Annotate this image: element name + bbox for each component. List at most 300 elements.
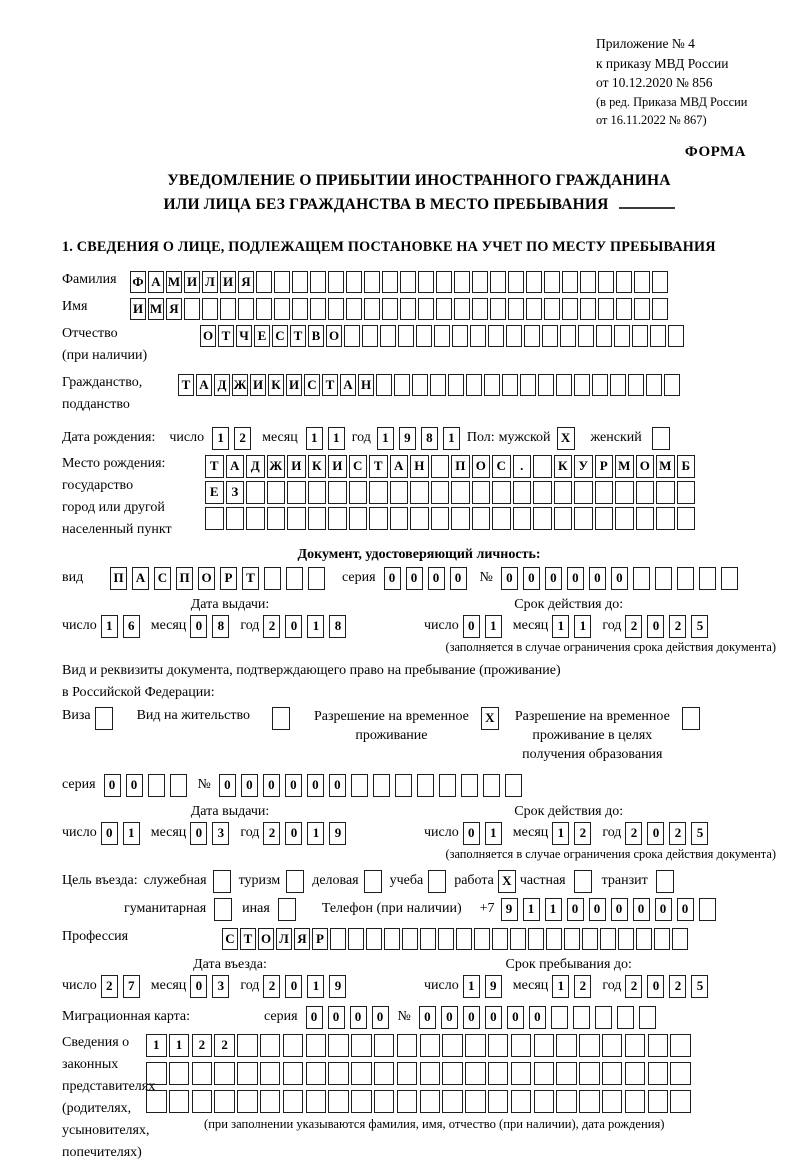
private-checkbox[interactable] xyxy=(574,870,592,893)
char-cell[interactable] xyxy=(416,325,432,347)
char-cell[interactable] xyxy=(578,325,594,347)
char-cell[interactable] xyxy=(466,374,482,396)
char-cell[interactable]: К xyxy=(308,455,327,478)
char-cell[interactable] xyxy=(349,507,368,530)
char-cell[interactable] xyxy=(465,1090,486,1113)
char-cell[interactable] xyxy=(420,1062,441,1085)
char-cell[interactable] xyxy=(351,1062,372,1085)
char-cell[interactable]: О xyxy=(472,455,491,478)
char-cell[interactable] xyxy=(580,298,596,320)
char-cell[interactable] xyxy=(148,774,165,797)
char-cell[interactable] xyxy=(490,271,506,293)
char-cell[interactable]: 1 xyxy=(443,427,460,450)
char-cell[interactable] xyxy=(646,374,662,396)
char-cell[interactable]: 1 xyxy=(552,615,569,638)
char-cell[interactable]: С xyxy=(304,374,320,396)
char-cell[interactable]: 0 xyxy=(406,567,423,590)
char-cell[interactable]: 0 xyxy=(328,1006,345,1029)
char-cell[interactable] xyxy=(632,325,648,347)
char-cell[interactable] xyxy=(528,928,544,950)
char-cell[interactable]: 1 xyxy=(463,975,480,998)
char-cell[interactable]: 1 xyxy=(212,427,229,450)
char-cell[interactable] xyxy=(202,298,218,320)
char-cell[interactable] xyxy=(573,1006,590,1029)
char-cell[interactable] xyxy=(677,567,694,590)
char-cell[interactable] xyxy=(600,928,616,950)
char-cell[interactable] xyxy=(328,1062,349,1085)
char-cell[interactable] xyxy=(556,1034,577,1057)
char-cell[interactable]: 0 xyxy=(263,774,280,797)
char-cell[interactable] xyxy=(431,455,450,478)
char-cell[interactable] xyxy=(564,928,580,950)
char-cell[interactable]: 2 xyxy=(234,427,251,450)
char-cell[interactable] xyxy=(364,298,380,320)
char-cell[interactable]: П xyxy=(110,567,127,590)
char-cell[interactable]: 0 xyxy=(190,615,207,638)
char-cell[interactable]: 0 xyxy=(419,1006,436,1029)
char-cell[interactable] xyxy=(534,1062,555,1085)
char-cell[interactable] xyxy=(472,271,488,293)
char-cell[interactable] xyxy=(625,1034,646,1057)
char-cell[interactable]: С xyxy=(154,567,171,590)
char-cell[interactable] xyxy=(472,298,488,320)
char-cell[interactable] xyxy=(246,481,265,504)
char-cell[interactable] xyxy=(397,1062,418,1085)
char-cell[interactable] xyxy=(533,455,552,478)
char-cell[interactable]: 2 xyxy=(263,975,280,998)
char-cell[interactable] xyxy=(308,567,325,590)
char-cell[interactable]: 1 xyxy=(307,822,324,845)
char-cell[interactable] xyxy=(636,928,652,950)
char-cell[interactable]: 3 xyxy=(212,975,229,998)
char-cell[interactable] xyxy=(472,507,491,530)
char-cell[interactable] xyxy=(465,1062,486,1085)
char-cell[interactable] xyxy=(384,928,400,950)
char-cell[interactable]: 1 xyxy=(146,1034,167,1057)
char-cell[interactable] xyxy=(513,507,532,530)
char-cell[interactable]: . xyxy=(513,455,532,478)
char-cell[interactable] xyxy=(556,374,572,396)
char-cell[interactable] xyxy=(526,271,542,293)
char-cell[interactable] xyxy=(562,298,578,320)
char-cell[interactable]: 2 xyxy=(263,822,280,845)
char-cell[interactable] xyxy=(513,481,532,504)
char-cell[interactable]: 2 xyxy=(214,1034,235,1057)
phone-digit-cell[interactable]: 0 xyxy=(567,898,584,921)
char-cell[interactable] xyxy=(328,271,344,293)
char-cell[interactable]: М xyxy=(166,271,182,293)
char-cell[interactable]: А xyxy=(196,374,212,396)
char-cell[interactable] xyxy=(592,374,608,396)
char-cell[interactable] xyxy=(398,325,414,347)
char-cell[interactable]: К xyxy=(554,455,573,478)
char-cell[interactable] xyxy=(502,374,518,396)
char-cell[interactable] xyxy=(420,928,436,950)
char-cell[interactable]: 0 xyxy=(647,615,664,638)
char-cell[interactable] xyxy=(490,298,506,320)
char-cell[interactable]: 0 xyxy=(589,567,606,590)
char-cell[interactable]: 2 xyxy=(574,822,591,845)
char-cell[interactable] xyxy=(438,928,454,950)
char-cell[interactable]: 0 xyxy=(190,822,207,845)
char-cell[interactable] xyxy=(452,325,468,347)
char-cell[interactable] xyxy=(615,507,634,530)
char-cell[interactable]: 0 xyxy=(126,774,143,797)
char-cell[interactable]: 0 xyxy=(463,1006,480,1029)
char-cell[interactable] xyxy=(526,298,542,320)
char-cell[interactable]: М xyxy=(148,298,164,320)
char-cell[interactable]: Т xyxy=(369,455,388,478)
temp-residence-edu-checkbox[interactable] xyxy=(682,707,700,730)
char-cell[interactable]: А xyxy=(340,374,356,396)
char-cell[interactable] xyxy=(430,374,446,396)
char-cell[interactable] xyxy=(417,774,434,797)
char-cell[interactable]: Т xyxy=(242,567,259,590)
char-cell[interactable] xyxy=(374,1090,395,1113)
char-cell[interactable] xyxy=(436,298,452,320)
char-cell[interactable]: И xyxy=(328,455,347,478)
char-cell[interactable] xyxy=(238,298,254,320)
char-cell[interactable]: И xyxy=(130,298,146,320)
char-cell[interactable] xyxy=(344,325,360,347)
char-cell[interactable] xyxy=(374,1062,395,1085)
phone-digit-cell[interactable]: 0 xyxy=(589,898,606,921)
char-cell[interactable] xyxy=(625,1062,646,1085)
char-cell[interactable] xyxy=(505,774,522,797)
char-cell[interactable] xyxy=(351,1090,372,1113)
phone-digit-cell[interactable]: 0 xyxy=(611,898,628,921)
char-cell[interactable] xyxy=(192,1062,213,1085)
business-checkbox[interactable] xyxy=(364,870,382,893)
char-cell[interactable]: 2 xyxy=(574,975,591,998)
char-cell[interactable]: Ч xyxy=(236,325,252,347)
char-cell[interactable] xyxy=(582,928,598,950)
char-cell[interactable] xyxy=(648,1034,669,1057)
transit-checkbox[interactable] xyxy=(656,870,674,893)
char-cell[interactable]: 2 xyxy=(669,822,686,845)
char-cell[interactable] xyxy=(442,1034,463,1057)
char-cell[interactable]: Т xyxy=(290,325,306,347)
char-cell[interactable] xyxy=(264,567,281,590)
char-cell[interactable]: Т xyxy=(322,374,338,396)
char-cell[interactable] xyxy=(554,507,573,530)
char-cell[interactable] xyxy=(274,298,290,320)
char-cell[interactable] xyxy=(226,507,245,530)
char-cell[interactable]: Р xyxy=(595,455,614,478)
char-cell[interactable]: С xyxy=(222,928,238,950)
char-cell[interactable]: 1 xyxy=(328,427,345,450)
char-cell[interactable]: 7 xyxy=(123,975,140,998)
char-cell[interactable] xyxy=(418,271,434,293)
char-cell[interactable] xyxy=(374,1034,395,1057)
char-cell[interactable] xyxy=(306,1034,327,1057)
char-cell[interactable]: Т xyxy=(218,325,234,347)
char-cell[interactable]: 1 xyxy=(101,615,118,638)
char-cell[interactable] xyxy=(544,271,560,293)
char-cell[interactable] xyxy=(506,325,522,347)
char-cell[interactable]: 0 xyxy=(567,567,584,590)
char-cell[interactable] xyxy=(346,298,362,320)
char-cell[interactable] xyxy=(431,481,450,504)
char-cell[interactable] xyxy=(461,774,478,797)
phone-digit-cell[interactable]: 1 xyxy=(545,898,562,921)
char-cell[interactable] xyxy=(192,1090,213,1113)
char-cell[interactable] xyxy=(488,325,504,347)
char-cell[interactable] xyxy=(246,507,265,530)
char-cell[interactable] xyxy=(364,271,380,293)
char-cell[interactable] xyxy=(656,481,675,504)
work-checkbox[interactable]: X xyxy=(498,870,516,893)
char-cell[interactable] xyxy=(390,507,409,530)
char-cell[interactable] xyxy=(260,1062,281,1085)
char-cell[interactable]: Ф xyxy=(130,271,146,293)
char-cell[interactable] xyxy=(721,567,738,590)
char-cell[interactable] xyxy=(434,325,450,347)
char-cell[interactable] xyxy=(484,374,500,396)
char-cell[interactable] xyxy=(538,374,554,396)
char-cell[interactable]: О xyxy=(636,455,655,478)
char-cell[interactable] xyxy=(616,298,632,320)
char-cell[interactable] xyxy=(184,298,200,320)
char-cell[interactable] xyxy=(348,928,364,950)
char-cell[interactable]: Л xyxy=(276,928,292,950)
char-cell[interactable]: 0 xyxy=(285,822,302,845)
char-cell[interactable] xyxy=(634,271,650,293)
char-cell[interactable]: И xyxy=(286,374,302,396)
char-cell[interactable]: К xyxy=(268,374,284,396)
char-cell[interactable] xyxy=(533,507,552,530)
char-cell[interactable]: 1 xyxy=(169,1034,190,1057)
char-cell[interactable] xyxy=(580,271,596,293)
char-cell[interactable] xyxy=(556,1090,577,1113)
char-cell[interactable]: О xyxy=(200,325,216,347)
char-cell[interactable] xyxy=(373,774,390,797)
char-cell[interactable]: И xyxy=(250,374,266,396)
char-cell[interactable]: 0 xyxy=(104,774,121,797)
char-cell[interactable] xyxy=(595,481,614,504)
char-cell[interactable]: 0 xyxy=(285,774,302,797)
char-cell[interactable]: 6 xyxy=(123,615,140,638)
char-cell[interactable]: 3 xyxy=(212,822,229,845)
char-cell[interactable] xyxy=(380,325,396,347)
char-cell[interactable] xyxy=(598,271,614,293)
char-cell[interactable]: З xyxy=(226,481,245,504)
char-cell[interactable]: 0 xyxy=(450,567,467,590)
char-cell[interactable] xyxy=(546,928,562,950)
char-cell[interactable]: О xyxy=(198,567,215,590)
char-cell[interactable]: Т xyxy=(240,928,256,950)
char-cell[interactable]: 2 xyxy=(669,615,686,638)
humanitarian-checkbox[interactable] xyxy=(214,898,232,921)
char-cell[interactable]: 0 xyxy=(101,822,118,845)
char-cell[interactable]: 9 xyxy=(399,427,416,450)
char-cell[interactable]: 2 xyxy=(101,975,118,998)
char-cell[interactable]: В xyxy=(308,325,324,347)
char-cell[interactable]: 2 xyxy=(625,975,642,998)
char-cell[interactable] xyxy=(400,298,416,320)
char-cell[interactable] xyxy=(420,1034,441,1057)
char-cell[interactable] xyxy=(146,1062,167,1085)
char-cell[interactable] xyxy=(470,325,486,347)
char-cell[interactable] xyxy=(436,271,452,293)
visa-checkbox[interactable] xyxy=(95,707,113,730)
char-cell[interactable] xyxy=(598,298,614,320)
female-checkbox[interactable] xyxy=(652,427,670,450)
char-cell[interactable] xyxy=(448,374,464,396)
char-cell[interactable]: И xyxy=(287,455,306,478)
char-cell[interactable] xyxy=(260,1090,281,1113)
char-cell[interactable]: Б xyxy=(677,455,696,478)
char-cell[interactable] xyxy=(366,928,382,950)
char-cell[interactable] xyxy=(596,325,612,347)
char-cell[interactable]: 9 xyxy=(329,975,346,998)
char-cell[interactable]: 0 xyxy=(523,567,540,590)
char-cell[interactable]: Е xyxy=(205,481,224,504)
char-cell[interactable] xyxy=(306,1062,327,1085)
char-cell[interactable] xyxy=(617,1006,634,1029)
char-cell[interactable]: 2 xyxy=(669,975,686,998)
char-cell[interactable]: 8 xyxy=(421,427,438,450)
char-cell[interactable]: Д xyxy=(246,455,265,478)
char-cell[interactable] xyxy=(639,1006,656,1029)
char-cell[interactable]: 0 xyxy=(501,567,518,590)
char-cell[interactable]: 8 xyxy=(329,615,346,638)
char-cell[interactable]: А xyxy=(226,455,245,478)
phone-digit-cell[interactable]: 0 xyxy=(655,898,672,921)
tourism-checkbox[interactable] xyxy=(286,870,304,893)
char-cell[interactable] xyxy=(648,1062,669,1085)
char-cell[interactable]: О xyxy=(326,325,342,347)
char-cell[interactable]: 1 xyxy=(485,615,502,638)
char-cell[interactable]: У xyxy=(574,455,593,478)
char-cell[interactable] xyxy=(397,1090,418,1113)
char-cell[interactable]: 1 xyxy=(307,975,324,998)
char-cell[interactable] xyxy=(542,325,558,347)
char-cell[interactable]: С xyxy=(272,325,288,347)
char-cell[interactable] xyxy=(511,1034,532,1057)
char-cell[interactable] xyxy=(492,507,511,530)
char-cell[interactable]: О xyxy=(258,928,274,950)
char-cell[interactable] xyxy=(456,928,472,950)
char-cell[interactable] xyxy=(214,1090,235,1113)
char-cell[interactable] xyxy=(451,481,470,504)
char-cell[interactable]: 2 xyxy=(263,615,280,638)
char-cell[interactable] xyxy=(616,271,632,293)
char-cell[interactable] xyxy=(454,271,470,293)
char-cell[interactable]: 1 xyxy=(123,822,140,845)
char-cell[interactable] xyxy=(574,374,590,396)
char-cell[interactable]: 0 xyxy=(647,822,664,845)
char-cell[interactable] xyxy=(306,1090,327,1113)
temp-residence-checkbox[interactable]: X xyxy=(481,707,499,730)
char-cell[interactable]: 0 xyxy=(428,567,445,590)
char-cell[interactable] xyxy=(602,1062,623,1085)
char-cell[interactable] xyxy=(346,271,362,293)
char-cell[interactable] xyxy=(237,1034,258,1057)
char-cell[interactable] xyxy=(656,507,675,530)
char-cell[interactable]: 0 xyxy=(285,615,302,638)
char-cell[interactable] xyxy=(310,271,326,293)
char-cell[interactable] xyxy=(308,481,327,504)
char-cell[interactable] xyxy=(274,271,290,293)
char-cell[interactable] xyxy=(488,1034,509,1057)
char-cell[interactable] xyxy=(267,481,286,504)
char-cell[interactable]: 9 xyxy=(485,975,502,998)
char-cell[interactable] xyxy=(562,271,578,293)
char-cell[interactable] xyxy=(369,507,388,530)
char-cell[interactable] xyxy=(397,1034,418,1057)
char-cell[interactable]: И xyxy=(184,271,200,293)
char-cell[interactable]: 0 xyxy=(307,774,324,797)
char-cell[interactable]: 1 xyxy=(574,615,591,638)
char-cell[interactable] xyxy=(602,1090,623,1113)
char-cell[interactable] xyxy=(610,374,626,396)
char-cell[interactable]: И xyxy=(220,271,236,293)
char-cell[interactable]: 0 xyxy=(507,1006,524,1029)
char-cell[interactable] xyxy=(474,928,490,950)
char-cell[interactable] xyxy=(699,567,716,590)
char-cell[interactable] xyxy=(287,507,306,530)
char-cell[interactable] xyxy=(362,325,378,347)
char-cell[interactable] xyxy=(654,928,670,950)
char-cell[interactable] xyxy=(579,1062,600,1085)
char-cell[interactable]: 5 xyxy=(691,975,708,998)
char-cell[interactable] xyxy=(442,1090,463,1113)
char-cell[interactable] xyxy=(390,481,409,504)
char-cell[interactable] xyxy=(492,481,511,504)
char-cell[interactable] xyxy=(349,481,368,504)
char-cell[interactable]: 2 xyxy=(192,1034,213,1057)
char-cell[interactable] xyxy=(260,1034,281,1057)
residence-permit-checkbox[interactable] xyxy=(272,707,290,730)
char-cell[interactable] xyxy=(454,298,470,320)
char-cell[interactable]: 0 xyxy=(545,567,562,590)
char-cell[interactable] xyxy=(636,507,655,530)
char-cell[interactable] xyxy=(369,481,388,504)
char-cell[interactable] xyxy=(394,374,410,396)
char-cell[interactable] xyxy=(412,374,428,396)
char-cell[interactable] xyxy=(560,325,576,347)
char-cell[interactable] xyxy=(395,774,412,797)
char-cell[interactable]: 0 xyxy=(306,1006,323,1029)
char-cell[interactable] xyxy=(634,298,650,320)
phone-digit-cell[interactable] xyxy=(699,898,716,921)
char-cell[interactable] xyxy=(220,298,236,320)
char-cell[interactable]: 0 xyxy=(285,975,302,998)
char-cell[interactable] xyxy=(376,374,392,396)
char-cell[interactable]: А xyxy=(390,455,409,478)
char-cell[interactable] xyxy=(579,1090,600,1113)
male-checkbox[interactable]: X xyxy=(557,427,575,450)
char-cell[interactable] xyxy=(283,1062,304,1085)
char-cell[interactable] xyxy=(214,1062,235,1085)
phone-digit-cell[interactable]: 9 xyxy=(501,898,518,921)
char-cell[interactable]: 0 xyxy=(611,567,628,590)
char-cell[interactable]: 5 xyxy=(691,822,708,845)
char-cell[interactable]: 2 xyxy=(625,615,642,638)
char-cell[interactable] xyxy=(520,374,536,396)
char-cell[interactable]: Е xyxy=(254,325,270,347)
char-cell[interactable] xyxy=(628,374,644,396)
study-checkbox[interactable] xyxy=(428,870,446,893)
char-cell[interactable]: 0 xyxy=(372,1006,389,1029)
char-cell[interactable] xyxy=(672,928,688,950)
phone-digit-cell[interactable]: 1 xyxy=(523,898,540,921)
char-cell[interactable] xyxy=(400,271,416,293)
char-cell[interactable]: Р xyxy=(312,928,328,950)
char-cell[interactable]: Л xyxy=(202,271,218,293)
char-cell[interactable]: Я xyxy=(238,271,254,293)
